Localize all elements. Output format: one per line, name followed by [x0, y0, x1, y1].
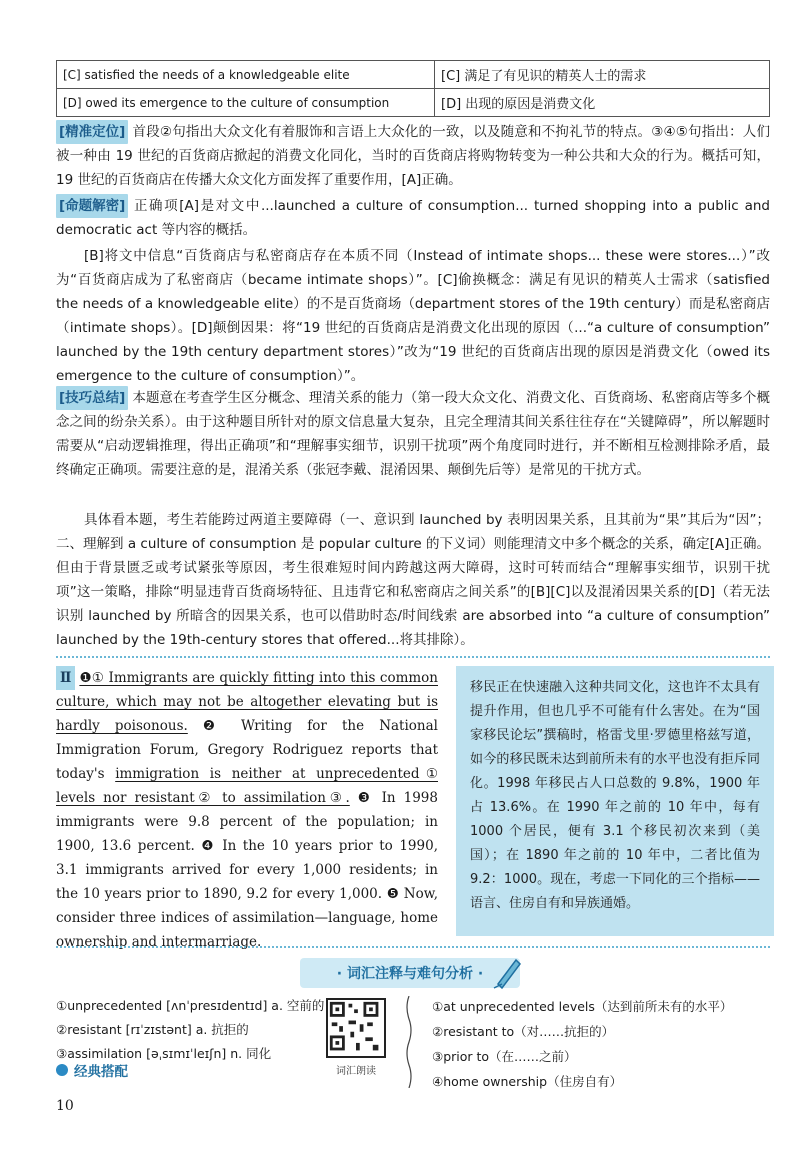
option-c-en: [C] satisfied the needs of a knowledgeable elite: [57, 61, 435, 89]
precise-location-text: 首段②句指出大众文化有着服饰和言语上大众化的一致，以及随意和不拘礼节的特点。③④⑤句指出：人们被一种由 19 世纪的百货商店掀起的消费文化同化，当时的百货商店将购物转变为一种公共和大众的行为。概括可知，19 世纪的百货商店在传播大众文化方面发挥了重要作用，[A]正确。: [56, 124, 770, 188]
skill-summary-paragraph-2: 具体看本题，考生若能跨过两道主要障碍（一、意识到 launched by 表明因果关系，且其前为“果”其后为“因”；二、理解到 a culture of consumption 是 popular culture 的下义词）则能理清文中多个概念的关系，确定[A]正确。但由于背景匮乏或考试紧张等原因，考生很难短时间内跨越这两大障碍，这时可转而结合“理解事实细节，识别干扰项”这一策略，排除“明显违背百货商场特征、且违背它和私密商店之间关系”的[B][C]以及混淆因果关系的[D]（若无法识别 launched by 所暗含的因果关系，也可以借助时态/时间线索 are absorbed into “a culture of consumption” launched by the 19th-century stores that offered...将其排除）。: [56, 512, 770, 648]
passage-text: [56, 666, 438, 954]
classic-collocation-text: 经典搭配: [74, 1064, 128, 1080]
option-d-en: [D] owed its emergence to the culture of consumption: [57, 89, 435, 117]
option-c-cn: [C] 满足了有见识的精英人士的需求: [435, 61, 770, 89]
option-d-cn: [D] 出现的原因是消费文化: [435, 89, 770, 117]
decode-paragraph-2: [B]将文中信息“百货商店与私密商店存在本质不同（Instead of intimate shops... these were stores...）”改为“百货商店成为了私密商店（became intimate shops）”。[C]偷换概念：满足有见识的精英人士需求（satisfied the needs of a knowledgeable elite）的不是百货商场（department stores of the 19th century）而是私密商店（intimate shops）。[D]颠倒因果：将“19 世纪的百货商店是消费文化出现的原因（...“a culture of consumption” launched by the 19th century department stores）”改为“19 世纪的百货商店出现的原因是消费文化（owed its emergence to the culture of consumption）”。: [56, 248, 770, 384]
vocab-item-1: ①unprecedented [ʌnˈpresɪdentɪd] a. 空前的: [56, 998, 325, 1013]
phrase-item-3: ③prior to（在……之前）: [432, 1049, 577, 1064]
decode-paragraph: [56, 194, 770, 242]
passage-numeral: Ⅱ: [56, 666, 75, 690]
skill-summary-paragraph: [56, 386, 770, 482]
vocab-item-3: ③assimilation [əˌsɪmɪˈleɪʃn] n. 同化: [56, 1046, 272, 1061]
skill-summary-text: 本题意在考查学生区分概念、理清关系的能力（第一段大众文化、消费文化、百货商场、私密商店等多个概念之间的纷杂关系）。由于这种题目所针对的原文信息量大复杂，且完全理清其间关系往往存在“关键障碍”，所以解题时需要从“启动逻辑推理，得出正确项”和“理解事实细节，识别干扰项”两个角度同时进行，并不断相互检测排除矛盾，最终确定正确项。需要注意的是，混淆关系（张冠李戴、混淆因果、颠倒先后等）是常见的干扰方式。: [56, 390, 770, 478]
qr-label: 词汇朗读: [336, 1066, 376, 1077]
bullet-dot-icon: [56, 1064, 68, 1076]
sentence-4: ❹ In the 10 years prior to 1990, 3.1 immigrants arrived for every 1,000 residents; in the 10 years prior to 1890, 9.2 for every 1,000.: [56, 838, 438, 902]
phrase-item-4: ④home ownership（住房自有）: [432, 1074, 623, 1089]
sentence-2: ❷ Writing for the National Immigration Forum, Gregory Rodriguez reports that today's: [56, 718, 438, 782]
options-table: [56, 60, 770, 117]
sentence-1: ❶① Immigrants are quickly fitting into this common culture, which may not be altogether elevating but is hardly poisonous.: [56, 670, 438, 734]
vertical-divider: [404, 996, 414, 1088]
pen-icon: [492, 954, 524, 990]
vocab-item-2: ②resistant [rɪˈzɪstənt] a. 抗拒的: [56, 1022, 249, 1037]
translation-box: 移民正在快速融入这种共同文化，这也许不太具有提升作用，但也几乎不可能有什么害处。在为“国家移民论坛”撰稿时，格雷戈里·罗德里格兹写道，如今的移民既未达到前所未有的水平也没有拒斥同化。1998 年移民占人口总数的 9.8%，1900 年占 13.6%。在 1990 年之前的 10 年中，每有 1000 个居民，便有 3.1 个移民初次来到（美国）；在 1890 年之前的 10 年中，二者比值为 9.2：1000。现在，考虑一下同化的三个指标——语言、住房自有和异族通婚。: [456, 666, 774, 936]
section-divider: [56, 656, 770, 658]
vocab-divider: [56, 946, 770, 948]
sentence-3: ❸ In 1998 immigrants were 9.8 percent of the population; in 1900, 13.6 percent.: [56, 790, 438, 854]
skill-summary-tag: [技巧总结]: [56, 386, 128, 410]
vocab-section-header: · 词汇注释与难句分析 ·: [300, 958, 520, 988]
decode-text: 正确项[A]是对文中...launched a culture of consumption... turned shopping into a public and democratic act 等内容的概括。: [56, 198, 770, 238]
sentence-5: ❺ Now, consider three indices of assimilation—language, home ownership and intermarriage.: [56, 886, 438, 950]
vocab-list-left: [56, 994, 336, 1066]
phrase-item-2: ②resistant to（对……抗拒的）: [432, 1024, 615, 1039]
option-row-c: [57, 61, 770, 89]
classic-collocation-label: [56, 1060, 128, 1080]
sentence-2-underlined: immigration is neither at unprecedented① levels nor resistant② to assimilation③.: [56, 766, 438, 806]
precise-location-tag: [精准定位]: [56, 120, 128, 144]
option-row-d: [57, 89, 770, 117]
qr-code-icon[interactable]: [326, 998, 386, 1058]
decode-tag: [命题解密]: [56, 194, 128, 218]
phrase-list-right: [432, 994, 772, 1094]
precise-location-paragraph: [56, 120, 770, 192]
phrase-item-1: ①at unprecedented levels（达到前所未有的水平）: [432, 999, 733, 1014]
page-number: 10: [56, 1098, 74, 1114]
